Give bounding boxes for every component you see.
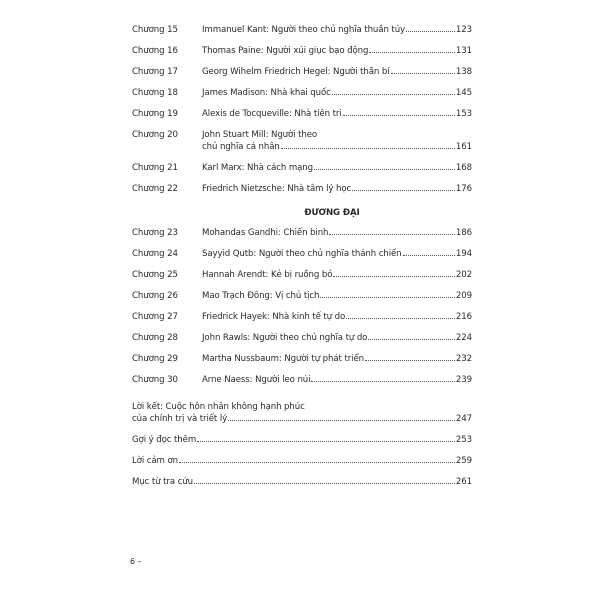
chapter-title: Arne Naess: Người leo núi — [202, 375, 311, 385]
page-number: 216 — [455, 312, 472, 322]
chapter-number: Chương 23 — [132, 228, 178, 238]
chapter-title: Mohandas Gandhi: Chiến binh — [202, 228, 329, 238]
page-number: 131 — [455, 46, 472, 56]
leader-dots — [194, 483, 455, 484]
leader-dots — [368, 339, 455, 340]
toc-row — [132, 401, 472, 434]
page-number: 123 — [455, 25, 472, 35]
leader-dots — [329, 234, 455, 235]
page-number: 261 — [455, 477, 472, 487]
chapter-title: Thomas Paine: Người xúi giục bạo động — [202, 46, 369, 56]
toc-row — [132, 248, 472, 269]
page-number: 247 — [455, 414, 472, 424]
toc-row — [132, 353, 472, 374]
leader-dots — [228, 420, 455, 421]
page-number: 253 — [455, 435, 472, 445]
leader-dots — [346, 318, 455, 319]
chapter-number: Chương 24 — [132, 249, 178, 259]
page-number: 161 — [455, 142, 472, 152]
page-number: 138 — [455, 67, 472, 77]
toc-row — [132, 108, 472, 129]
leader-dots — [332, 94, 455, 95]
chapter-title: Alexis de Tocqueville: Nhà tiên tri — [202, 109, 342, 119]
chapter-title: Immanuel Kant: Người theo chủ nghĩa thuần túy — [202, 25, 406, 35]
leader-dots — [333, 276, 455, 277]
page-number: 145 — [455, 88, 472, 98]
toc-row — [132, 476, 472, 497]
page-number: 224 — [455, 333, 472, 343]
chapter-number: Chương 27 — [132, 312, 178, 322]
page-number: 259 — [455, 456, 472, 466]
chapter-title-cont: chủ nghĩa cá nhân — [202, 142, 280, 152]
back-title-cont: của chính trị và triết lý — [132, 414, 228, 424]
chapter-number: Chương 29 — [132, 354, 178, 364]
page-number: 194 — [455, 249, 472, 259]
section-heading: ĐƯƠNG ĐẠI — [304, 208, 360, 218]
chapter-title: Sayyid Qutb: Người theo chủ nghĩa thánh chiến — [202, 249, 402, 259]
leader-dots — [343, 115, 455, 116]
toc-row — [132, 87, 472, 108]
page-footer: 6 – — [130, 557, 142, 566]
page-number: 186 — [455, 228, 472, 238]
toc-row — [132, 45, 472, 66]
table-of-contents — [132, 24, 472, 497]
chapter-title: Friedrick Hayek: Nhà kinh tế tự do — [202, 312, 346, 322]
chapter-number: Chương 17 — [132, 67, 178, 77]
chapter-title: Georg Wihelm Friedrich Hegel: Người thần bí — [202, 67, 390, 77]
back-title: Gợi ý đọc thêm — [132, 435, 197, 445]
leader-dots — [369, 52, 455, 53]
chapter-title: Hannah Arendt: Kẻ bị ruồng bỏ — [202, 270, 333, 280]
leader-dots — [403, 255, 455, 256]
toc-row — [132, 332, 472, 353]
chapter-number: Chương 30 — [132, 375, 178, 385]
chapter-number: Chương 16 — [132, 46, 178, 56]
leader-dots — [197, 441, 455, 442]
leader-dots — [314, 169, 455, 170]
page-number: 232 — [455, 354, 472, 364]
toc-row — [132, 66, 472, 87]
chapter-number: Chương 22 — [132, 184, 178, 194]
leader-dots — [406, 31, 455, 32]
toc-row — [132, 290, 472, 311]
chapter-number: Chương 19 — [132, 109, 178, 119]
back-title: Lời cảm ơn — [132, 456, 178, 466]
leader-dots — [320, 297, 455, 298]
chapter-title: Karl Marx: Nhà cách mạng — [202, 163, 314, 173]
toc-row — [132, 434, 472, 455]
toc-row — [132, 374, 472, 395]
toc-part-2 — [132, 227, 472, 395]
leader-dots — [311, 381, 454, 382]
page-number: 209 — [455, 291, 472, 301]
chapter-title: James Madison: Nhà khai quốc — [202, 88, 331, 98]
leader-dots — [365, 360, 455, 361]
page-number: 168 — [455, 163, 472, 173]
page-number: 176 — [455, 184, 472, 194]
chapter-number: Chương 28 — [132, 333, 178, 343]
leader-dots — [391, 73, 455, 74]
toc-part-1 — [132, 24, 472, 204]
toc-row — [132, 24, 472, 45]
chapter-title: Martha Nussbaum: Người tự phát triển — [202, 354, 364, 364]
chapter-number: Chương 25 — [132, 270, 178, 280]
toc-row — [132, 227, 472, 248]
toc-row — [132, 269, 472, 290]
chapter-number: Chương 20 — [132, 130, 178, 140]
leader-dots — [179, 462, 455, 463]
toc-row — [132, 129, 472, 162]
chapter-number: Chương 21 — [132, 163, 178, 173]
chapter-number: Chương 26 — [132, 291, 178, 301]
page-number: 153 — [455, 109, 472, 119]
leader-dots — [281, 148, 455, 149]
toc-row — [132, 162, 472, 183]
leader-dots — [352, 190, 455, 191]
chapter-number: Chương 15 — [132, 25, 178, 35]
back-title: Lời kết: Cuộc hôn nhân không hạnh phúc — [132, 402, 305, 412]
chapter-title: John Rawls: Người theo chủ nghĩa tự do — [202, 333, 368, 343]
chapter-title: Friedrich Nietzsche: Nhà tâm lý học — [202, 184, 352, 194]
chapter-number: Chương 18 — [132, 88, 178, 98]
toc-row — [132, 455, 472, 476]
page-number: 202 — [455, 270, 472, 280]
back-matter — [132, 401, 472, 497]
toc-row — [132, 183, 472, 204]
page-number: 239 — [455, 375, 472, 385]
chapter-title: John Stuart Mill: Người theo — [202, 130, 318, 140]
toc-row — [132, 311, 472, 332]
chapter-title: Mao Trạch Đông: Vị chủ tịch — [202, 291, 320, 301]
back-title: Mục từ tra cứu — [132, 477, 193, 487]
